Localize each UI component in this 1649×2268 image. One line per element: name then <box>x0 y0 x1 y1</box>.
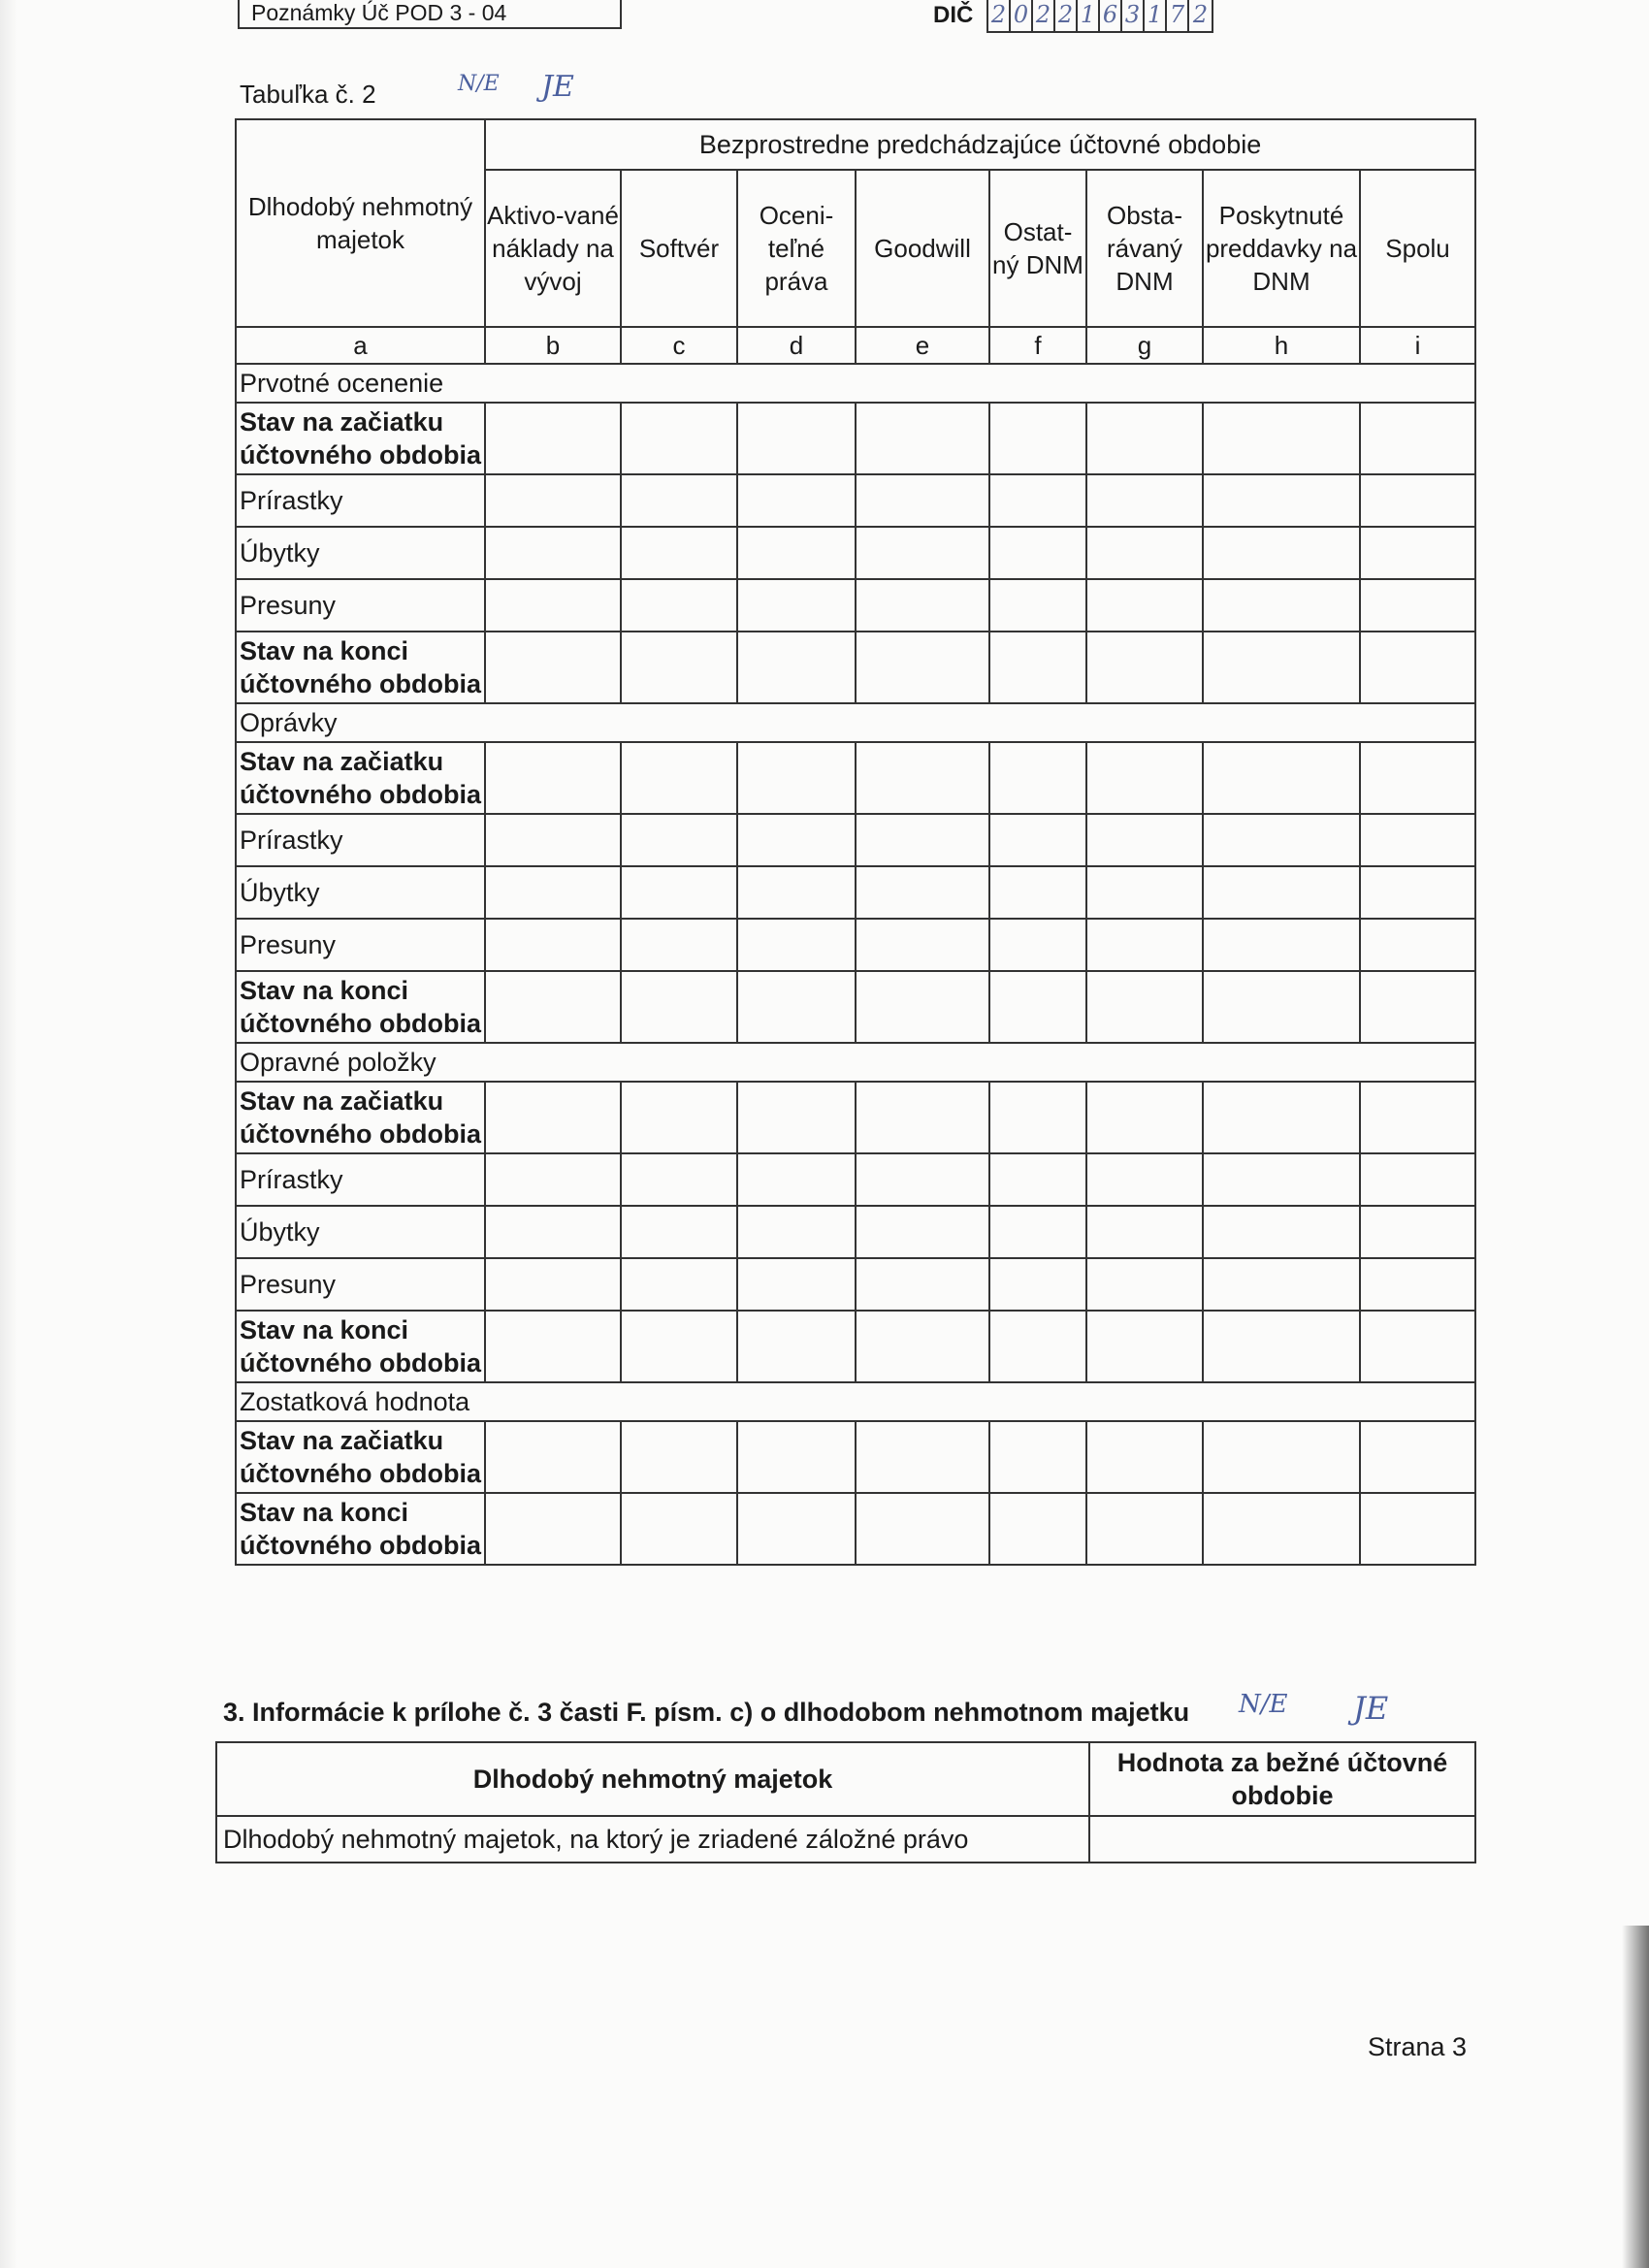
value-cell[interactable] <box>485 1153 621 1206</box>
value-cell[interactable] <box>1086 403 1203 474</box>
page-number: Strana 3 <box>1368 2032 1468 2061</box>
value-cell[interactable] <box>1086 579 1203 632</box>
value-cell[interactable] <box>1360 632 1475 703</box>
value-cell[interactable] <box>1360 971 1475 1043</box>
value-cell[interactable] <box>989 632 1086 703</box>
dic-digit: 3 <box>1122 0 1145 31</box>
value-cell[interactable] <box>621 632 737 703</box>
value-cell[interactable] <box>1203 919 1360 971</box>
period-header: Bezprostredne predchádzajúce účtovné obdobie <box>485 119 1475 170</box>
row-label: Úbytky <box>236 1206 485 1258</box>
value-cell[interactable] <box>856 632 989 703</box>
value-cell[interactable] <box>1203 1153 1360 1206</box>
value-cell[interactable] <box>989 1421 1086 1493</box>
dic-digit: 1 <box>1078 0 1100 31</box>
value-cell[interactable] <box>737 1258 856 1311</box>
value-cell[interactable] <box>856 1258 989 1311</box>
dic-digit: 0 <box>1011 0 1033 31</box>
value-cell[interactable] <box>737 474 856 527</box>
dic-boxes <box>986 0 1213 33</box>
row-label: Presuny <box>236 919 485 971</box>
value-cell[interactable] <box>856 971 989 1043</box>
table-row <box>236 1493 1475 1565</box>
value-cell[interactable] <box>1360 1421 1475 1493</box>
value-cell[interactable] <box>737 971 856 1043</box>
scan-edge-shadow <box>1622 1926 1649 2268</box>
row-label: Prírastky <box>236 1153 485 1206</box>
scan-left-margin <box>0 0 17 2268</box>
value-cell[interactable] <box>621 814 737 866</box>
row-label: Stav na konci účtovného obdobia <box>236 1493 485 1565</box>
row-label: Stav na začiatku účtovného obdobia <box>236 1421 485 1493</box>
intangible-assets-table <box>235 118 1476 1566</box>
value-cell[interactable] <box>485 632 621 703</box>
value-cell[interactable] <box>1086 866 1203 919</box>
row-label: Stav na konci účtovného obdobia <box>236 632 485 703</box>
value-cell[interactable] <box>1086 632 1203 703</box>
col-letter: c <box>621 327 737 364</box>
value-cell[interactable] <box>485 1082 621 1153</box>
value-cell[interactable] <box>1086 1206 1203 1258</box>
value-cell[interactable] <box>737 742 856 814</box>
value-cell[interactable] <box>1086 1082 1203 1153</box>
col-letter: f <box>989 327 1086 364</box>
dic-label: DIČ <box>933 2 974 28</box>
table-row <box>236 579 1475 632</box>
value-cell[interactable] <box>856 919 989 971</box>
value-cell[interactable] <box>856 814 989 866</box>
value-cell[interactable] <box>1203 1206 1360 1258</box>
value-cell[interactable] <box>1086 814 1203 866</box>
value-cell[interactable] <box>1360 403 1475 474</box>
value-cell[interactable] <box>1360 1258 1475 1311</box>
value-cell[interactable] <box>1203 579 1360 632</box>
table-title: Tabuľka č. 2 <box>240 80 376 109</box>
col-letter: d <box>737 327 856 364</box>
info-row-label: Dlhodobý nehmotný majetok, na ktorý je zriadené záložné právo <box>216 1816 1089 1863</box>
value-cell[interactable] <box>621 474 737 527</box>
row-label: Úbytky <box>236 527 485 579</box>
dic-digit: 2 <box>1055 0 1078 31</box>
table-row <box>236 632 1475 703</box>
value-cell[interactable] <box>989 579 1086 632</box>
handwritten-note: N/E <box>458 72 500 96</box>
value-cell[interactable] <box>856 866 989 919</box>
value-cell[interactable] <box>737 579 856 632</box>
value-cell[interactable] <box>1086 474 1203 527</box>
value-cell[interactable] <box>485 971 621 1043</box>
value-cell[interactable] <box>1203 1258 1360 1311</box>
value-cell[interactable] <box>989 1258 1086 1311</box>
col-header-f: Ostat-ný DNM <box>989 170 1086 327</box>
dic-digit: 1 <box>1145 0 1167 31</box>
value-cell[interactable] <box>1086 742 1203 814</box>
table-row <box>236 403 1475 474</box>
value-cell[interactable] <box>1086 1311 1203 1382</box>
value-cell[interactable] <box>1360 919 1475 971</box>
col-header-h: Poskytnuté preddavky na DNM <box>1203 170 1360 327</box>
value-cell[interactable] <box>1203 632 1360 703</box>
table-row <box>236 866 1475 919</box>
handwritten-note: N/E <box>1239 1690 1288 1719</box>
table-row <box>236 1153 1475 1206</box>
value-cell[interactable] <box>485 474 621 527</box>
col-header-g: Obsta-rávaný DNM <box>1086 170 1203 327</box>
value-cell[interactable] <box>621 971 737 1043</box>
value-cell[interactable] <box>485 866 621 919</box>
value-cell[interactable] <box>989 919 1086 971</box>
value-cell[interactable] <box>856 474 989 527</box>
value-cell[interactable] <box>1203 742 1360 814</box>
row-label: Stav na konci účtovného obdobia <box>236 971 485 1043</box>
value-cell[interactable] <box>1203 971 1360 1043</box>
col-letter: g <box>1086 327 1203 364</box>
value-cell[interactable] <box>1203 1311 1360 1382</box>
value-cell[interactable] <box>621 403 737 474</box>
value-cell[interactable] <box>989 866 1086 919</box>
col-letter: b <box>485 327 621 364</box>
value-cell[interactable] <box>856 579 989 632</box>
col-letter: i <box>1360 327 1475 364</box>
value-cell[interactable] <box>1203 527 1360 579</box>
value-cell[interactable] <box>621 1311 737 1382</box>
info-col-header-value: Hodnota za bežné účtovné obdobie <box>1089 1742 1475 1816</box>
section-title: Zostatková hodnota <box>236 1382 1475 1421</box>
value-cell[interactable] <box>856 1421 989 1493</box>
value-cell[interactable] <box>1360 527 1475 579</box>
value-cell[interactable] <box>737 632 856 703</box>
value-cell[interactable] <box>485 1311 621 1382</box>
col-header-a: Dlhodobý nehmotný majetok <box>236 119 485 327</box>
value-cell[interactable] <box>737 1206 856 1258</box>
col-letter: a <box>236 327 485 364</box>
value-cell[interactable] <box>737 814 856 866</box>
info-value-cell[interactable] <box>1089 1816 1475 1863</box>
row-label: Stav na začiatku účtovného obdobia <box>236 742 485 814</box>
section-title: Opravné položky <box>236 1043 1475 1082</box>
row-label: Prírastky <box>236 814 485 866</box>
value-cell[interactable] <box>1086 1421 1203 1493</box>
value-cell[interactable] <box>1203 1493 1360 1565</box>
value-cell[interactable] <box>485 1206 621 1258</box>
value-cell[interactable] <box>989 742 1086 814</box>
value-cell[interactable] <box>1203 814 1360 866</box>
value-cell[interactable] <box>856 527 989 579</box>
handwritten-note: JE <box>541 70 574 104</box>
value-cell[interactable] <box>1203 474 1360 527</box>
col-header-c: Softvér <box>621 170 737 327</box>
table-row <box>236 971 1475 1043</box>
value-cell[interactable] <box>485 919 621 971</box>
value-cell[interactable] <box>737 1421 856 1493</box>
value-cell[interactable] <box>485 1493 621 1565</box>
value-cell[interactable] <box>989 1493 1086 1565</box>
value-cell[interactable] <box>1203 1421 1360 1493</box>
table-row <box>236 1258 1475 1311</box>
value-cell[interactable] <box>485 742 621 814</box>
col-header-e: Goodwill <box>856 170 989 327</box>
table-row <box>236 814 1475 866</box>
value-cell[interactable] <box>621 866 737 919</box>
value-cell[interactable] <box>621 579 737 632</box>
value-cell[interactable] <box>737 1153 856 1206</box>
value-cell[interactable] <box>485 1258 621 1311</box>
table-row <box>236 1206 1475 1258</box>
value-cell[interactable] <box>737 1311 856 1382</box>
value-cell[interactable] <box>737 527 856 579</box>
value-cell[interactable] <box>856 1082 989 1153</box>
value-cell[interactable] <box>485 527 621 579</box>
value-cell[interactable] <box>621 1258 737 1311</box>
row-label: Úbytky <box>236 866 485 919</box>
table-row <box>236 1421 1475 1493</box>
table-row <box>236 1082 1475 1153</box>
dic-digit: 6 <box>1100 0 1122 31</box>
value-cell[interactable] <box>1086 1258 1203 1311</box>
value-cell[interactable] <box>1360 1493 1475 1565</box>
value-cell[interactable] <box>485 1421 621 1493</box>
value-cell[interactable] <box>856 1153 989 1206</box>
value-cell[interactable] <box>856 742 989 814</box>
value-cell[interactable] <box>485 579 621 632</box>
value-cell[interactable] <box>1203 403 1360 474</box>
value-cell[interactable] <box>1360 1082 1475 1153</box>
value-cell[interactable] <box>989 814 1086 866</box>
table-row <box>236 527 1475 579</box>
value-cell[interactable] <box>989 474 1086 527</box>
value-cell[interactable] <box>621 1153 737 1206</box>
value-cell[interactable] <box>737 1493 856 1565</box>
value-cell[interactable] <box>989 1153 1086 1206</box>
dic-digit: 7 <box>1167 0 1189 31</box>
col-letter: h <box>1203 327 1360 364</box>
value-cell[interactable] <box>1360 866 1475 919</box>
value-cell[interactable] <box>1086 971 1203 1043</box>
pledge-info-table <box>215 1741 1476 1863</box>
dic-digit: 2 <box>1192 1 1209 28</box>
value-cell[interactable] <box>1360 1311 1475 1382</box>
value-cell[interactable] <box>1360 814 1475 866</box>
value-cell[interactable] <box>989 971 1086 1043</box>
section-title: Prvotné ocenenie <box>236 364 1475 403</box>
row-label: Stav na konci účtovného obdobia <box>236 1311 485 1382</box>
value-cell[interactable] <box>1086 1493 1203 1565</box>
value-cell[interactable] <box>737 1082 856 1153</box>
section-3-title: 3. Informácie k prílohe č. 3 časti F. písm. c) o dlhodobom nehmotnom majetku <box>223 1698 1190 1727</box>
value-cell[interactable] <box>856 1206 989 1258</box>
value-cell[interactable] <box>989 1311 1086 1382</box>
value-cell[interactable] <box>1360 1206 1475 1258</box>
value-cell[interactable] <box>621 1493 737 1565</box>
table-row <box>236 919 1475 971</box>
value-cell[interactable] <box>1360 474 1475 527</box>
dic-digit: 2 <box>1033 0 1055 31</box>
value-cell[interactable] <box>1360 1153 1475 1206</box>
value-cell[interactable] <box>856 1493 989 1565</box>
value-cell[interactable] <box>737 919 856 971</box>
row-label: Presuny <box>236 579 485 632</box>
value-cell[interactable] <box>1360 742 1475 814</box>
col-letter: e <box>856 327 989 364</box>
value-cell[interactable] <box>1203 1082 1360 1153</box>
col-header-b: Aktivo-vané náklady na vývoj <box>485 170 621 327</box>
col-header-i: Spolu <box>1360 170 1475 327</box>
table-row <box>236 742 1475 814</box>
form-name-box: Poznámky Úč POD 3 - 04 <box>238 0 622 29</box>
value-cell[interactable] <box>621 1206 737 1258</box>
handwritten-note: JE <box>1353 1690 1389 1727</box>
value-cell[interactable] <box>989 403 1086 474</box>
value-cell[interactable] <box>1086 1153 1203 1206</box>
value-cell[interactable] <box>621 1421 737 1493</box>
value-cell[interactable] <box>737 403 856 474</box>
section-title: Oprávky <box>236 703 1475 742</box>
value-cell[interactable] <box>737 866 856 919</box>
row-label: Presuny <box>236 1258 485 1311</box>
value-cell[interactable] <box>621 742 737 814</box>
value-cell[interactable] <box>989 1082 1086 1153</box>
value-cell[interactable] <box>1086 919 1203 971</box>
row-label: Stav na začiatku účtovného obdobia <box>236 403 485 474</box>
value-cell[interactable] <box>621 1082 737 1153</box>
table-sections <box>236 364 1475 1565</box>
value-cell[interactable] <box>1086 527 1203 579</box>
table-row <box>236 474 1475 527</box>
value-cell[interactable] <box>621 527 737 579</box>
dic-digit: 2 <box>988 0 1011 31</box>
value-cell[interactable] <box>485 403 621 474</box>
info-col-header-asset: Dlhodobý nehmotný majetok <box>216 1742 1089 1816</box>
value-cell[interactable] <box>989 527 1086 579</box>
value-cell[interactable] <box>856 403 989 474</box>
table-row <box>236 1311 1475 1382</box>
value-cell[interactable] <box>1360 579 1475 632</box>
value-cell[interactable] <box>621 919 737 971</box>
value-cell[interactable] <box>485 814 621 866</box>
col-header-d: Oceni-teľné práva <box>737 170 856 327</box>
value-cell[interactable] <box>1203 866 1360 919</box>
value-cell[interactable] <box>856 1311 989 1382</box>
row-label: Prírastky <box>236 474 485 527</box>
row-label: Stav na začiatku účtovného obdobia <box>236 1082 485 1153</box>
value-cell[interactable] <box>989 1206 1086 1258</box>
